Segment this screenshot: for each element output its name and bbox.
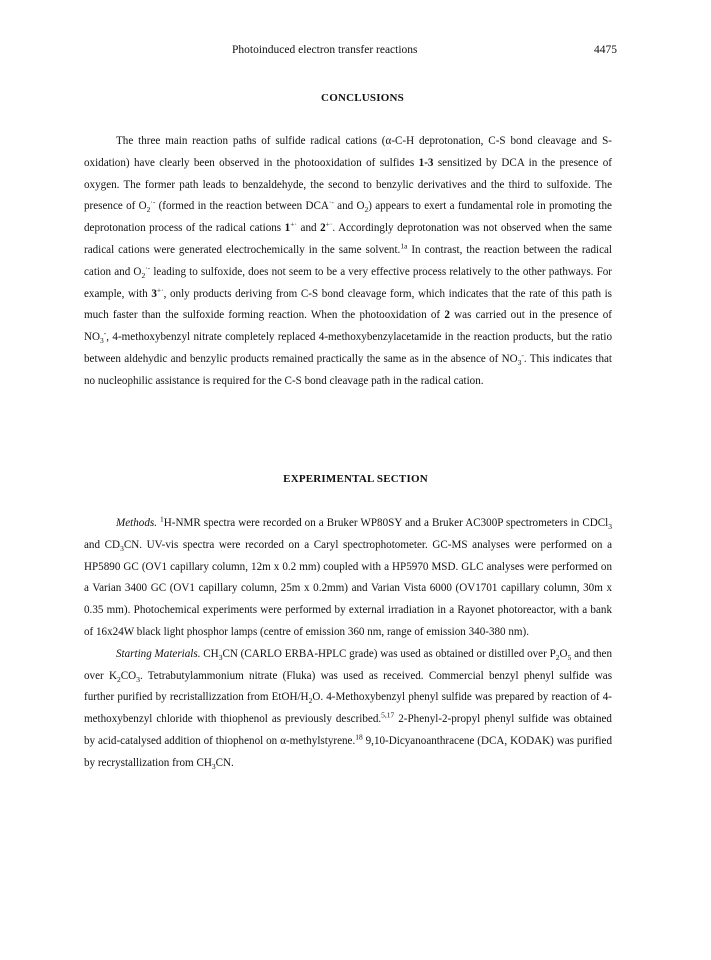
- conclusions-paragraph: The three main reaction paths of sulfide radical cations (α-C-H deprotonation, C-S bond cleavage and S-oxidation) have clearly been observed in the photooxidation of sulfides 1-3 sensitized by DCA in the presence of oxygen. The former path leads to benzaldehyde, the second to benzylic derivatives and the third to sulfoxide. The presence of $O_2^{\cdot-}$ (formed in the reaction between DCA·- and $O_2$) appears to exert a fundamental role in promoting the deprotonation process of the radical cations 1+· and 2+·. Accordingly deprotonation was not observed when the same radical cations were generated electrochemically in the same solvent.$^{1a}$ In contrast, the reaction between the radical cation and $O_2^{\cdot-}$ leading to sulfoxide, does not seem to be a very effective process relatively to the other pathways. For example, with 3+·, only products deriving from C-S bond cleavage form, which indicates that the rate of this path is much faster than the sulfoxide forming reaction. When the photooxidation of 2 was carried out in the presence of $NO_3^-$, 4-methoxybenzyl nitrate completely replaced 4-methoxybenzylacetamide in the reaction products, but the ratio between aldehydic and benzylic products remained practically the same as in the absence of $NO_3^-$. This indicates that no nucleophilic assistance is required for the C-S bond cleavage path in the radical cation.: [84, 135, 613, 387]
- running-title: Photoinduced electron transfer reactions: [232, 44, 418, 56]
- methods-label: Methods.: [116, 517, 157, 529]
- compound-ref: 1: [284, 222, 291, 235]
- citation-ref: 5,17: [381, 710, 395, 720]
- methods-paragraph: Methods. $^1$H-NMR spectra were recorded on a Bruker WP80SY and a Bruker AC300P spectrometers in CDCl$_3$ and $CD_3CN$. UV-vis spectra were recorded on a Caryl spectrophotometer. GC-MS analyses were performed on a HP5890 GC (OV1 capillary column, 12m x 0.2 mm) coupled with a HP5970 MSD. GLC analyses were performed on a Varian 3400 GC (OV1 capillary column, 25m x 0.2mm) and Varian Vista 6000 (OV1701 capillary column, 30m x 0.35 mm). Photochemical experiments were performed by external irradiation in a Rayonet photoreactor, with a bank of 16x24W black light phosphor lamps (centre of emission 360 nm, range of emission 340-380 nm).: [84, 514, 612, 638]
- starting-materials-paragraph: Starting Materials. $CH_3CN$ (CARLO ERBA-HPLC grade) was used as obtained or distilled over $P_2O_5$ and then over $K_2CO_3$. Tetrabutylammonium nitrate (Fluka) was used as received. Commercial benzyl phenyl sulfide was further purified by recristallizzation from EtOH/$H_2O$. 4-Methoxybenzyl phenyl sulfide was prepared by reaction of 4-methoxybenzyl chloride with thiophenol as previously described.$^{5,17}$ 2-Phenyl-2-propyl phenyl sulfide was obtained by acid-catalysed addition of thiophenol on α-methylstyrene.$^{18}$ 9,10-Dicyanoanthracene (DCA, KODAK) was purified by recrystallization from $CH_3CN$.: [84, 647, 613, 771]
- page-number: 4475: [594, 44, 617, 56]
- conclusions-heading: CONCLUSIONS: [321, 92, 404, 104]
- citation-ref: 18: [355, 732, 363, 742]
- compound-ref: 2: [320, 222, 326, 235]
- experimental-heading: EXPERIMENTAL SECTION: [283, 473, 428, 485]
- citation-ref: 1a: [400, 241, 408, 251]
- compound-ref: 3: [151, 287, 157, 300]
- starting-materials-label: Starting Materials.: [116, 647, 201, 660]
- experimental-body: [84, 513, 612, 775]
- conclusions-body: [84, 131, 612, 393]
- compound-ref: 2: [444, 309, 450, 322]
- running-head: [0, 44, 711, 60]
- compound-ref: 1-3: [418, 156, 434, 169]
